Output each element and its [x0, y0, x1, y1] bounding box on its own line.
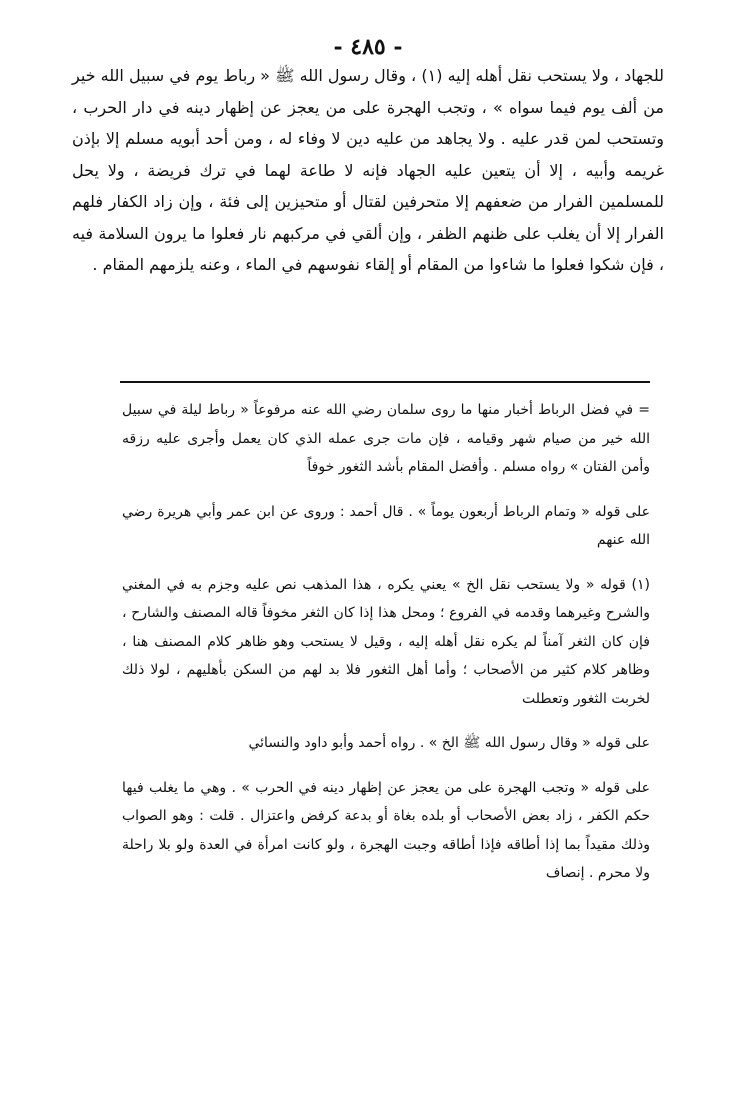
footnote-continuation: = في فضل الرباط أخبار منها ما روى سلمان رضي الله عنه مرفوعاً « رباط ليلة في سبيل الله خير من صيام شهر وقيامه ، فإن مات جرى عمله الذي كان يعمل وأجرى عليه رزقه وأمن الفتان » رواه مسلم . وأفضل المقام بأشد الثغور خوفاً	[122, 402, 650, 475]
footnote-ribat-duration: على قوله « وتمام الرباط أربعون يوماً » . قال أحمد : وروى عن ابن عمر وأبي هريرة رضي الله عنهم	[122, 503, 650, 548]
footnote-separator	[120, 381, 650, 383]
page-number: - ٤٨٥ -	[333, 34, 403, 60]
footnotes	[122, 396, 650, 888]
footnote-hadith-source: على قوله « وقال رسول الله ﷺ الخ » . رواه أحمد وأبو داود والنسائي	[248, 735, 650, 751]
main-paragraph: للجهاد ، ولا يستحب نقل أهله إليه (١) ، وقال رسول الله ﷺ « رباط يوم في سبيل الله خير من ألف يوم فيما سواه » ، وتجب الهجرة على من يعجز عن إظهار دينه في دار الحرب ، وتستحب لمن قدر عليه . ولا يجاهد من عليه دين لا وفاء له ، ومن أحد أبويه مسلم إلا بإذن غريمه وأبيه ، إلا أن يتعين عليه الجهاد فإنه لا طاعة لهما في ترك فريضة ، ولا يحل للمسلمين الفرار من ضعفهم إلا متحرفين لقتال أو متحيزين إلى فئة ، وإن زاد الكفار فلهم الفرار إلا أن يغلب على ظنهم الظفر ، وإن ألقي في مركبهم نار فعلوا ما يرون السلامة فيه ، فإن شكوا فعلوا ما شاءوا من المقام أو إلقاء نفوسهم في الماء ، وعنه يلزمهم المقام .	[72, 66, 664, 274]
main-text	[72, 60, 664, 281]
footnote-hijra: على قوله « وتجب الهجرة على من يعجز عن إظهار دينه في الحرب » . وهي ما يغلب فيها حكم الكفر ، زاد بعض الأصحاب أو بلده بغاة أو بدعة كرفض واعتزال . قلت : وهو الصواب وذلك مقيداً بما إذا أطاقه فإذا أطاقه وجبت الهجرة ، ولو كانت امرأة في العدة ولو بلا راحلة ولا محرم . إنصاف	[122, 779, 650, 881]
footnote-1: (١) قوله « ولا يستحب نقل الخ » يعني يكره ، هذا المذهب نص عليه وجزم به في المغني والشرح وغيرهما وقدمه في الفروع ؛ ومحل هذا إذا كان الثغر مخوفاً قاله المصنف والشارح ، فإن كان الثغر آمناً لم يكره نقل أهله إليه ، وقيل لا يستحب وهو ظاهر كلام المصنف هنا ، وظاهر كلام كثير من الأصحاب ؛ وأما أهل الثغور فلا بد لهم من السكن بأهليهم ، لولا ذلك لخربت الثغور وتعطلت	[122, 576, 650, 707]
